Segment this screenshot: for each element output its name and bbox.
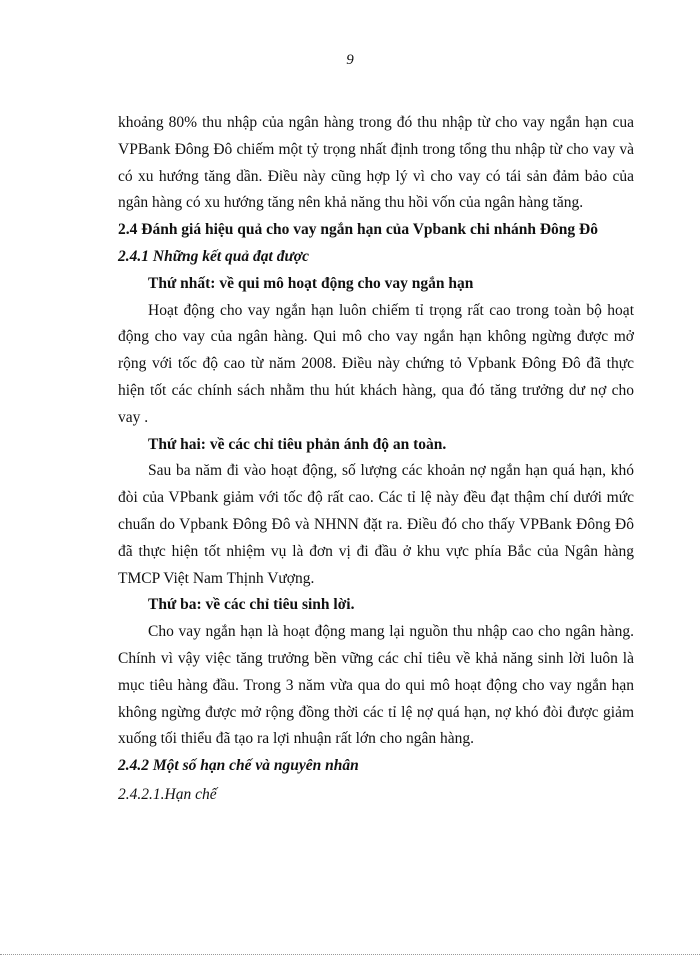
paragraph-scale: Hoạt động cho vay ngắn hạn luôn chiếm tỉ trọng rất cao trong toàn bộ hoạt động cho vay của ngân hàng. Qui mô cho vay ngắn hạn không ngừng được mở rộng với tốc độ cao từ năm 2008. Điều này chứng tỏ Vpbank Đông Đô đã thực hiện tốt các chính sách nhằm thu hút khách hàng, qua đó tăng trưởng dư nợ cho vay .	[118, 301, 634, 426]
section-heading-2-4-1: 2.4.1 Những kết quả đạt được	[118, 247, 309, 265]
page-content	[118, 110, 634, 809]
section-heading-2-4-2-1: 2.4.2.1.Hạn chế	[118, 785, 217, 803]
section-heading-2-4: 2.4 Đánh giá hiệu quả cho vay ngắn hạn của Vpbank chi nhánh Đông Đô	[118, 221, 598, 239]
subheading-second: Thứ hai: về các chỉ tiêu phản ánh độ an toàn.	[148, 435, 447, 453]
paragraph-profitability: Cho vay ngắn hạn là hoạt động mang lại nguồn thu nhập cao cho ngân hàng. Chính vì vậy việc tăng trưởng bền vững các chỉ tiêu về khả năng sinh lời luôn là mục tiêu hàng đầu. Trong 3 năm vừa qua do qui mô hoạt động cho vay ngắn hạn không ngừng được mở rộng đồng thời các tỉ lệ nợ quá hạn, nợ khó đòi được giảm xuống tối thiểu đã tạo ra lợi nhuận rất lớn cho ngân hàng.	[118, 623, 634, 748]
section-heading-2-4-2: 2.4.2 Một số hạn chế và nguyên nhân	[118, 757, 359, 775]
subheading-third: Thứ ba: về các chỉ tiêu sinh lời.	[148, 596, 355, 614]
page-number: 9	[346, 52, 354, 68]
paragraph-income-share: khoảng 80% thu nhập của ngân hàng trong đó thu nhập từ cho vay ngắn hạn cua VPBank Đông Đô chiếm một tỷ trọng nhất định trong tổng thu nhập từ cho vay và có xu hướng tăng dần. Điều này cũng hợp lý vì cho vay có tái sản đảm bảo của ngân hàng có xu hướng tăng nên khả năng thu hồi vốn của ngân hàng tăng.	[118, 114, 634, 212]
page-bottom-divider	[0, 954, 700, 956]
paragraph-safety: Sau ba năm đi vào hoạt động, số lượng các khoản nợ ngắn hạn quá hạn, khó đòi của VPbank giảm với tốc độ rất cao. Các tỉ lệ này đều đạt thậm chí dưới mức chuẩn do Vpbank Đông Đô và NHNN đặt ra. Điều đó cho thấy VPBank Đông Đô đã thực hiện tốt nhiệm vụ là đơn vị đi đầu ở khu vực phía Bắc của Ngân hàng TMCP Việt Nam Thịnh Vượng.	[118, 462, 634, 587]
subheading-first: Thứ nhất: về qui mô hoạt động cho vay ngắn hạn	[148, 274, 474, 292]
